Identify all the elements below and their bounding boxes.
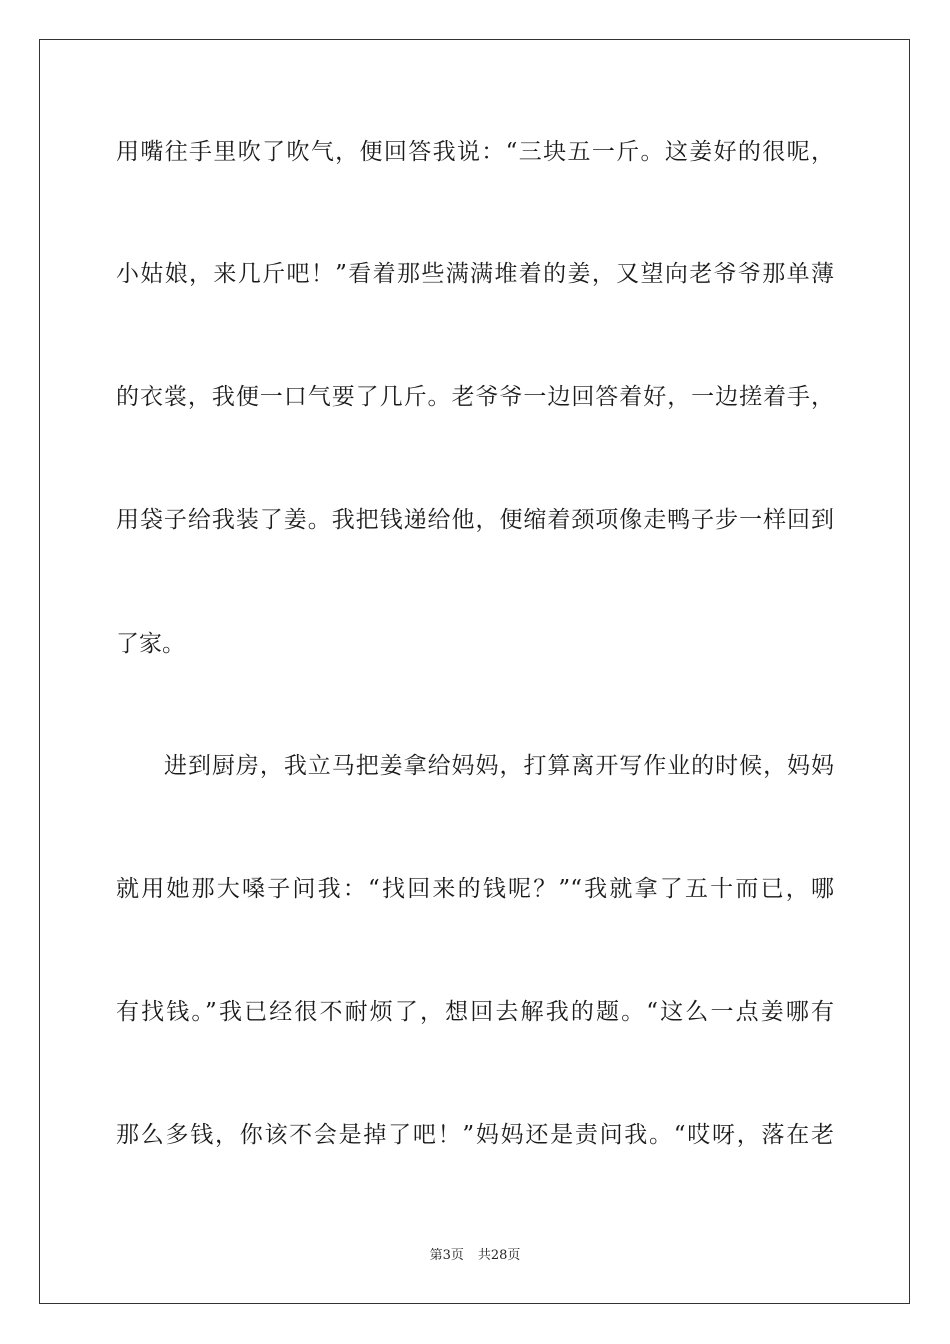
page-number: 第3页 <box>429 1248 464 1263</box>
text-line: 用袋子给我装了姜。我把钱递给他，便缩着颈项像走鸭子步一样回到 <box>116 507 834 533</box>
paragraph-first-line: 进到厨房，我立马把姜拿给妈妈，打算离开写作业的时候，妈妈 <box>164 753 834 779</box>
text-line: 就用她那大嗓子问我：“找回来的钱呢？”“我就拿了五十而已，哪 <box>116 876 834 902</box>
page-border <box>39 39 910 1304</box>
text-line: 有找钱。”我已经很不耐烦了，想回去解我的题。“这么一点姜哪有 <box>116 999 834 1025</box>
text-line: 的衣裳，我便一口气要了几斤。老爷爷一边回答着好，一边搓着手， <box>116 384 834 410</box>
text-line: 用嘴往手里吹了吹气，便回答我说：“三块五一斤。这姜好的很呢， <box>116 139 834 165</box>
text-line: 小姑娘，来几斤吧！”看着那些满满堆着的姜，又望向老爷爷那单薄 <box>116 261 834 287</box>
text-line: 那么多钱，你该不会是掉了吧！”妈妈还是责问我。“哎呀，落在老 <box>116 1122 834 1148</box>
total-pages: 共28页 <box>477 1248 521 1263</box>
page-footer <box>0 1247 950 1265</box>
text-line: 了家。 <box>116 631 185 657</box>
